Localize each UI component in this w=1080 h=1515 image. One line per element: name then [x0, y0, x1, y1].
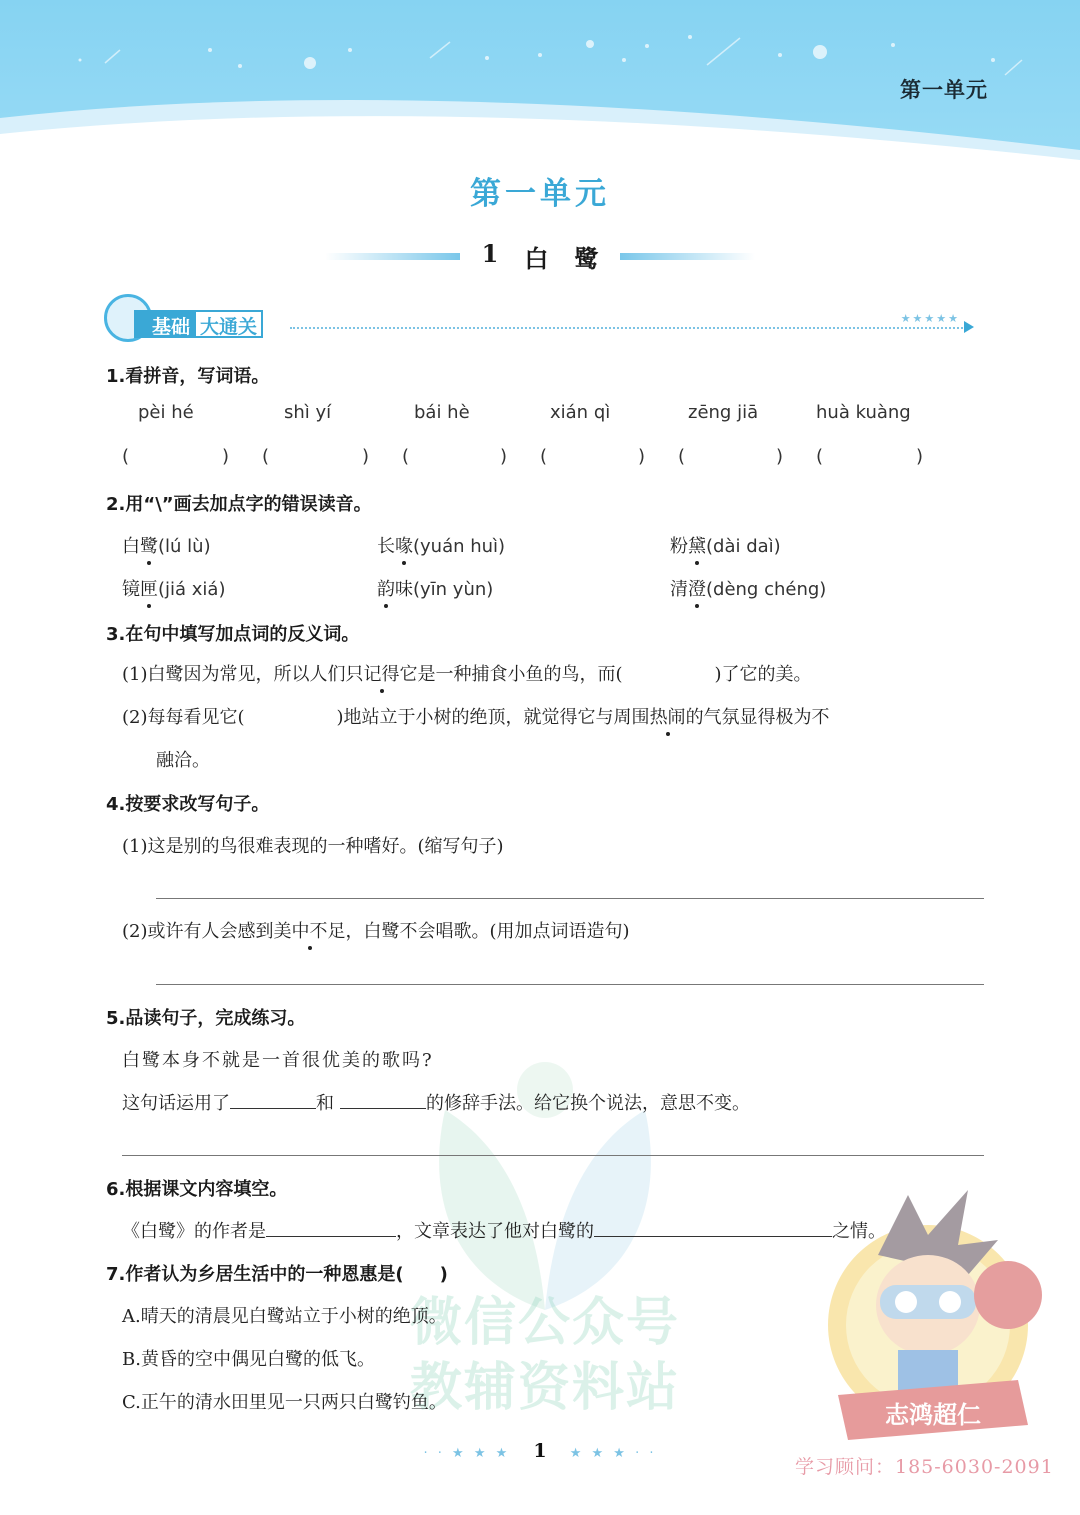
dotted-char: 喙 [395, 532, 413, 558]
dotted-char: 韵 [377, 575, 395, 601]
title-bar-left [325, 253, 460, 260]
footer-stars-right-icon: ★ ★ ★ · · [569, 1446, 657, 1461]
q6-sentence [122, 1217, 886, 1243]
word-char: 清 [670, 579, 688, 600]
text: (1)白鹭因为常见，所以人们只 [122, 664, 364, 685]
footer-stars-left-icon: · · ★ ★ ★ [423, 1446, 511, 1461]
word-char: 白 [122, 536, 140, 557]
answer-line[interactable] [156, 898, 984, 899]
lesson-title-char-1: 白 [524, 243, 549, 273]
blank-3-open: ( [402, 446, 410, 467]
page-number: 1 [533, 1440, 547, 1462]
unit-title: 第一单元 [470, 176, 610, 212]
reading-options: (yīn yùn) [413, 579, 494, 600]
word-char: 味 [395, 579, 413, 600]
pinyin-row [122, 402, 952, 432]
blank-6-close: ) [916, 446, 924, 467]
page-footer [0, 1440, 1080, 1462]
word-char: 粉 [670, 536, 688, 557]
q4-sentence-1: (1)这是别的鸟很难表现的一种嗜好。(缩写句子) [122, 836, 504, 857]
reading-item-6 [670, 575, 826, 601]
option-c[interactable]: C.正午的清水田里见一只两只白鹭钓鱼。 [122, 1392, 447, 1413]
pinyin-3: bái hè [414, 402, 470, 423]
blank-5-close: ) [776, 446, 784, 467]
dotted-char: 澄 [688, 575, 706, 601]
word-char: 长 [377, 536, 395, 557]
q3-sentence-1 [122, 660, 812, 686]
pinyin-6: huà kuàng [816, 402, 911, 423]
reading-options: (lú lù) [158, 536, 211, 557]
answer-line[interactable] [156, 984, 984, 985]
dotted-chars: 记得 [364, 660, 400, 686]
section-badge [134, 310, 263, 338]
blank-4-open: ( [540, 446, 548, 467]
badge-part-2: 大通关 [194, 310, 263, 338]
watermark-text-1: 微信公众号 [410, 1293, 681, 1353]
text: 和 [316, 1093, 334, 1114]
reading-item-3 [670, 532, 781, 558]
reading-item-1 [122, 532, 211, 558]
answer-blank[interactable] [340, 1091, 426, 1109]
text: )了它的美。 [714, 664, 812, 685]
lesson-title-char-2: 鹭 [574, 243, 599, 273]
blank-1-close: ) [222, 446, 230, 467]
lesson-title-row [0, 236, 1080, 276]
answer-blanks-row [122, 446, 952, 474]
text: 《白鹭》的作者是 [122, 1221, 266, 1242]
text: 之情。 [832, 1221, 886, 1242]
blank-4-close: ) [638, 446, 646, 467]
text: (2)或许有人会感到 [122, 921, 274, 942]
reading-options: (yuán huì) [413, 536, 506, 557]
pinyin-4: xián qì [550, 402, 611, 423]
question-4-title: 4.按要求改写句子。 [106, 794, 270, 815]
section-header-basics [104, 294, 974, 344]
lesson-title [482, 239, 599, 274]
q5-quote: 白鹭本身不就是一首很优美的歌吗? [122, 1050, 434, 1071]
pinyin-2: shì yí [284, 402, 332, 423]
q3-sentence-2-cont: 融洽。 [156, 750, 210, 771]
question-2-title: 2.用“\”画去加点字的错误读音。 [106, 494, 372, 515]
blank-5-open: ( [678, 446, 686, 467]
pinyin-5: zēng jiā [688, 402, 759, 423]
blank-2-open: ( [262, 446, 270, 467]
blank-6-open: ( [816, 446, 824, 467]
blank-3-close: ) [500, 446, 508, 467]
reading-item-2 [377, 532, 505, 558]
question-6-title: 6.根据课文内容填空。 [106, 1179, 288, 1200]
option-b[interactable]: B.黄昏的空中偶见白鹭的低飞。 [122, 1349, 375, 1370]
reading-item-4 [122, 575, 225, 601]
blank-2-close: ) [362, 446, 370, 467]
answer-blank[interactable] [230, 1091, 316, 1109]
reading-options: (dài daì) [706, 536, 781, 557]
reading-item-5 [377, 575, 493, 601]
star-rating-icon: ★★★★★ [900, 312, 960, 325]
question-7-title: 7.作者认为乡居生活中的一种恩惠是( ) [106, 1264, 448, 1285]
unit-corner-label: 第一单元 [900, 78, 988, 102]
answer-line[interactable] [122, 1155, 984, 1156]
text: 的气氛显得极为不 [685, 707, 830, 728]
advisor-contact: 学习顾问：185-6030-2091 [795, 1456, 1054, 1478]
text: )地站立于小树的绝顶，就觉得它与周围 [336, 707, 650, 728]
dotted-char: 匣 [140, 575, 158, 601]
q4-sentence-2 [122, 917, 630, 943]
q3-sentence-2 [122, 703, 830, 729]
reading-options: (dèng chéng) [706, 579, 827, 600]
reading-options: (jiá xiá) [158, 579, 226, 600]
text: ，白鹭不会唱歌。(用加点词语造句) [345, 921, 630, 942]
mascot-logo-icon [818, 1185, 1058, 1445]
question-5-title: 5.品读句子，完成练习。 [106, 1008, 306, 1029]
question-3-title: 3.在句中填写加点词的反义词。 [106, 624, 360, 645]
watermark-text-2: 教辅资料站 [410, 1358, 681, 1418]
dotted-char: 黛 [688, 532, 706, 558]
lesson-number: 1 [481, 238, 499, 268]
mascot-banner-text: 志鸿超仁 [885, 1401, 981, 1429]
text: 的修辞手法。给它换个说法，意思不变。 [426, 1093, 750, 1114]
title-bar-right [620, 253, 755, 260]
arrow-right-icon [964, 321, 974, 333]
option-a[interactable]: A.晴天的清晨见白鹭站立于小树的绝顶。 [122, 1306, 447, 1327]
dotted-divider [290, 327, 970, 329]
answer-blank[interactable] [266, 1219, 396, 1237]
header-banner [0, 0, 1080, 160]
badge-part-1: 基础 [134, 310, 194, 338]
text: (2)每每看见它( [122, 707, 245, 728]
text: ，文章表达了他对白鹭的 [396, 1221, 594, 1242]
question-1-title: 1.看拼音，写词语。 [106, 366, 270, 387]
text: 这句话运用了 [122, 1093, 230, 1114]
word-char: 镜 [122, 579, 140, 600]
q5-sentence [122, 1089, 750, 1115]
blank-1-open: ( [122, 446, 130, 467]
answer-blank[interactable] [594, 1219, 832, 1237]
pinyin-1: pèi hé [138, 402, 194, 423]
dotted-word: 热闹 [650, 703, 686, 729]
dotted-word [364, 664, 400, 685]
dotted-char: 鹭 [140, 532, 158, 558]
text: 它是一种捕食小鱼的鸟，而( [399, 664, 623, 685]
dotted-word: 美中不足 [274, 917, 346, 943]
